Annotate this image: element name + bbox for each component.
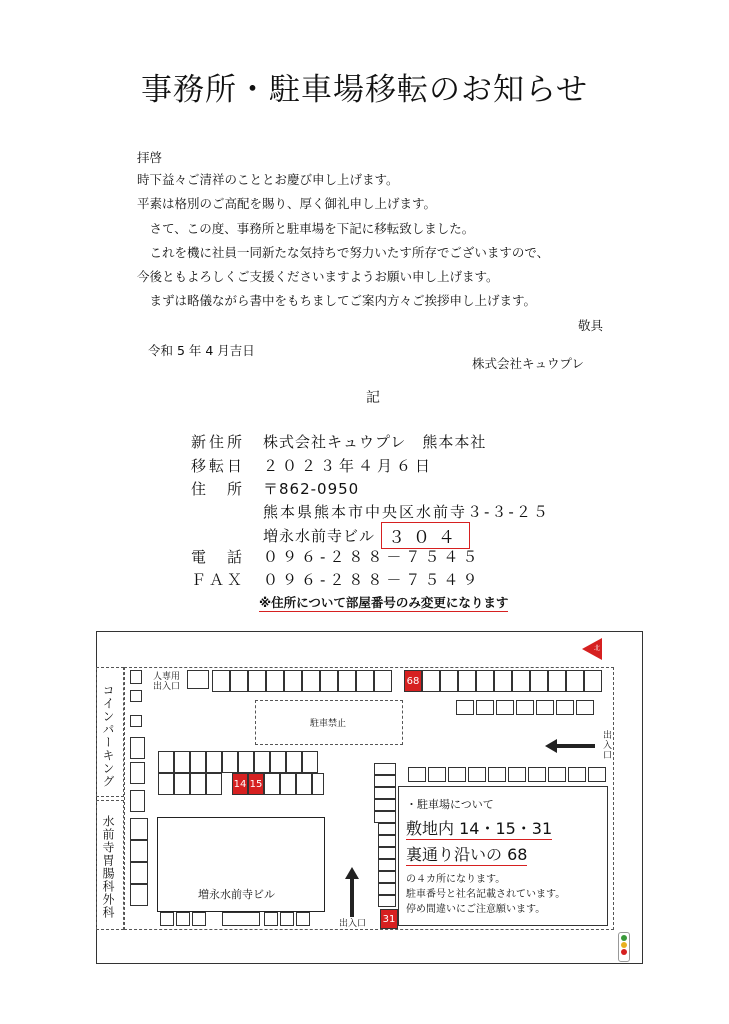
letter-line: 時下益々ご清祥のこととお慶び申し上げます。 xyxy=(137,172,399,187)
parking-slot xyxy=(280,773,296,795)
parking-slot xyxy=(320,670,338,692)
parking-slot-68: 68 xyxy=(404,670,422,692)
letter-line: さて、この度、事務所と駐車場を下記に移転致しました。 xyxy=(137,221,475,236)
parking-slot xyxy=(284,670,302,692)
parking-slot xyxy=(158,773,174,795)
parking-slot xyxy=(488,767,506,782)
parking-slot xyxy=(576,700,594,715)
parking-slot xyxy=(428,767,446,782)
parking-slot xyxy=(130,670,142,684)
parking-slot xyxy=(516,700,534,715)
coin-parking-label: コインパーキング xyxy=(101,684,115,788)
parking-slot xyxy=(130,690,142,702)
parking-slot xyxy=(230,670,248,692)
parking-slot xyxy=(248,670,266,692)
ki-label: 記 xyxy=(366,390,380,406)
parking-slot xyxy=(174,773,190,795)
entrance-right-label: 出入口 xyxy=(601,730,611,760)
parking-slot xyxy=(130,762,145,784)
letter-line: 平素は格別のご高配を賜り、厚く御礼申し上げます。 xyxy=(137,196,437,211)
parking-slot xyxy=(280,912,294,926)
parking-slot xyxy=(494,670,512,692)
parking-slot xyxy=(374,799,396,811)
parking-slot xyxy=(374,763,396,775)
parking-slot xyxy=(378,847,396,859)
parking-slot xyxy=(378,871,396,883)
parking-slot xyxy=(130,790,145,812)
parking-slot xyxy=(176,912,190,926)
parking-slot xyxy=(536,700,554,715)
parking-slot xyxy=(264,912,278,926)
staff-entrance-label: 人専用 出入口 xyxy=(153,672,181,692)
parking-slot xyxy=(338,670,356,692)
parking-slot-14: 14 xyxy=(232,773,248,795)
parking-slot xyxy=(254,751,270,773)
parking-slot xyxy=(206,773,222,795)
address-line2: 増永水前寺ビル xyxy=(263,527,376,545)
parking-slot xyxy=(374,670,392,692)
entrance-bottom-label: 出入口 xyxy=(339,919,367,929)
parking-slot xyxy=(476,700,494,715)
new-address-value: 株式会社キュウプレ 熊本本社 xyxy=(263,433,487,451)
parking-slot xyxy=(512,670,530,692)
parking-slot xyxy=(496,700,514,715)
building-label: 増永水前寺ビル xyxy=(198,888,275,901)
parking-slot xyxy=(158,751,174,773)
letter-line: これを機に社員一同新たな気持ちで努力いたす所存でございますので、 xyxy=(137,245,550,260)
parking-slot xyxy=(296,773,312,795)
address-line1: 熊本県熊本市中央区水前寺３-３-２５ xyxy=(263,503,550,521)
phone-value: ０９６-２８８－７５４５ xyxy=(263,548,482,566)
parking-slot xyxy=(130,818,148,840)
no-parking-label: 駐車禁止 xyxy=(310,719,347,729)
parking-slot xyxy=(222,751,238,773)
parking-slot xyxy=(130,715,142,727)
compass-label: 北 xyxy=(594,645,601,652)
parking-slot xyxy=(222,912,260,926)
traffic-light-icon xyxy=(618,932,630,962)
parking-slot xyxy=(296,912,310,926)
entrance-arrow-left-icon xyxy=(545,736,595,756)
parking-slot xyxy=(568,767,586,782)
parking-slot xyxy=(356,670,374,692)
move-date-label: 移転日 xyxy=(191,457,246,475)
parking-slot xyxy=(584,670,602,692)
legend-line1: 敷地内 14・15・31 xyxy=(406,816,552,840)
legend-note3: 停め間違いにご注意願います。 xyxy=(406,904,546,915)
closing: 敬具 xyxy=(578,318,604,333)
parking-slot xyxy=(130,840,148,862)
parking-slot xyxy=(378,859,396,871)
parking-slot xyxy=(264,773,280,795)
parking-slot xyxy=(456,700,474,715)
parking-slot xyxy=(378,895,396,907)
fax-value: ０９６-２８８－７５４９ xyxy=(263,571,482,589)
parking-slot xyxy=(440,670,458,692)
new-address-label: 新住所 xyxy=(191,433,246,451)
parking-slot xyxy=(556,700,574,715)
legend-heading: ・駐車場について xyxy=(406,798,494,811)
salutation: 拝啓 xyxy=(137,150,163,165)
parking-slot xyxy=(528,767,546,782)
parking-slot xyxy=(378,835,396,847)
move-date-value: ２０２３年４月６日 xyxy=(263,457,435,475)
letter-line: 今後ともよろしくご支援くださいますようお願い申し上げます。 xyxy=(137,269,499,284)
parking-slot xyxy=(190,773,206,795)
north-compass-icon xyxy=(582,638,604,660)
address-label: 住 所 xyxy=(191,480,246,498)
parking-slot xyxy=(212,670,230,692)
parking-slot xyxy=(378,883,396,895)
parking-slot xyxy=(548,767,566,782)
parking-slot-15: 15 xyxy=(248,773,264,795)
page-title: 事務所・駐車場移転のお知らせ xyxy=(140,72,589,108)
letter-date: 令和 5 年 4 月吉日 xyxy=(148,343,255,358)
parking-slot xyxy=(190,751,206,773)
parking-slot xyxy=(270,751,286,773)
sender: 株式会社キュウプレ xyxy=(472,356,585,371)
parking-slot-31: 31 xyxy=(380,909,398,929)
parking-slot xyxy=(174,751,190,773)
fax-label: ＦＡＸ xyxy=(191,571,246,589)
parking-slot xyxy=(588,767,606,782)
postal-code: 〒862-0950 xyxy=(263,480,360,498)
parking-slot xyxy=(458,670,476,692)
parking-slot xyxy=(422,670,440,692)
parking-slot xyxy=(566,670,584,692)
parking-slot xyxy=(302,751,318,773)
parking-slot xyxy=(468,767,486,782)
parking-slot xyxy=(408,767,426,782)
legend-line2: 裏通り沿いの 68 xyxy=(406,842,527,866)
legend-note2: 駐車番号と社名記載されています。 xyxy=(406,889,566,900)
parking-slot xyxy=(130,884,148,906)
parking-slot xyxy=(192,912,206,926)
letter-line: まずは略儀ながら書中をもちましてご案内方々ご挨拶申し上げます。 xyxy=(137,293,537,308)
parking-slot xyxy=(448,767,466,782)
parking-slot xyxy=(238,751,254,773)
parking-slot xyxy=(476,670,494,692)
parking-slot xyxy=(374,787,396,799)
parking-slot xyxy=(130,862,148,884)
parking-slot xyxy=(374,811,396,823)
parking-slot xyxy=(286,751,302,773)
parking-slot xyxy=(187,670,209,689)
parking-slot xyxy=(130,737,145,759)
clinic-label: 水前寺胃腸科外科 xyxy=(101,815,115,919)
room-number: ３０４ xyxy=(381,522,470,549)
legend-note1: の４カ所になります。 xyxy=(406,874,506,885)
entrance-arrow-up-icon xyxy=(342,867,362,917)
parking-slot xyxy=(378,823,396,835)
parking-slot xyxy=(266,670,284,692)
parking-slot xyxy=(374,775,396,787)
parking-slot xyxy=(312,773,324,795)
parking-slot xyxy=(530,670,548,692)
notice: ※住所について部屋番号のみ変更になります xyxy=(259,595,509,610)
parking-slot xyxy=(160,912,174,926)
phone-label: 電 話 xyxy=(191,548,246,566)
parking-slot xyxy=(508,767,526,782)
parking-slot xyxy=(548,670,566,692)
parking-slot xyxy=(302,670,320,692)
parking-slot xyxy=(206,751,222,773)
